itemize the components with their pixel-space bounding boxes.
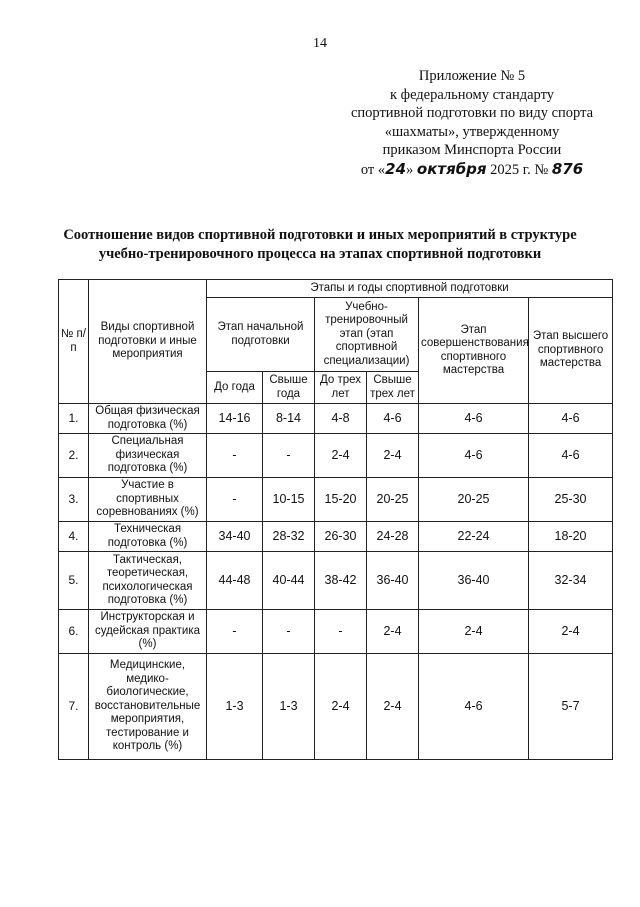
- appendix-line-1: Приложение № 5: [418, 68, 526, 84]
- row-value-cell: 5-7: [529, 654, 613, 760]
- row-value-cell: 32-34: [529, 552, 613, 610]
- row-value-cell: 4-6: [419, 434, 529, 478]
- row-number: 5.: [59, 552, 89, 610]
- row-value-cell: 4-6: [529, 404, 613, 434]
- row-value-cell: -: [263, 434, 315, 478]
- header-num: № п/п: [59, 280, 89, 404]
- row-value-cell: -: [315, 610, 367, 654]
- row-value-cell: 8-14: [263, 404, 315, 434]
- row-kind-name: Общая физическая подготовка (%): [89, 404, 207, 434]
- row-value-cell: 15-20: [315, 478, 367, 522]
- row-value-cell: -: [207, 610, 263, 654]
- row-value-cell: 40-44: [263, 552, 315, 610]
- row-value-cell: 4-6: [529, 434, 613, 478]
- table-row: [59, 654, 613, 760]
- title-line-1: Соотношение видов спортивной подготовки и иных мероприятий в структуре: [63, 227, 577, 243]
- row-number: 1.: [59, 404, 89, 434]
- row-value-cell: -: [207, 434, 263, 478]
- header-over-three: Свыше трех лет: [367, 372, 419, 404]
- appendix-header: [322, 67, 622, 179]
- row-value-cell: 2-4: [367, 610, 419, 654]
- row-value-cell: 26-30: [315, 522, 367, 552]
- row-value-cell: -: [263, 610, 315, 654]
- row-kind-name: Техническая подготовка (%): [89, 522, 207, 552]
- row-number: 6.: [59, 610, 89, 654]
- row-value-cell: 24-28: [367, 522, 419, 552]
- row-number: 7.: [59, 654, 89, 760]
- row-value-cell: 44-48: [207, 552, 263, 610]
- row-value-cell: 2-4: [367, 434, 419, 478]
- row-value-cell: 20-25: [367, 478, 419, 522]
- page-number: 14: [313, 36, 327, 51]
- row-value-cell: 20-25: [419, 478, 529, 522]
- order-date-line: [322, 160, 622, 180]
- header-stage-initial: Этап начальной подготовки: [207, 298, 315, 372]
- row-value-cell: 1-3: [207, 654, 263, 760]
- header-up-to-year: До года: [207, 372, 263, 404]
- table-row: [59, 610, 613, 654]
- training-ratio-table: [58, 279, 613, 760]
- row-value-cell: 4-6: [419, 654, 529, 760]
- date-mid: »: [406, 161, 417, 178]
- appendix-line-5: приказом Минспорта России: [382, 142, 562, 158]
- header-stage-highest: Этап высшего спортивного мастерства: [529, 298, 613, 404]
- row-value-cell: 38-42: [315, 552, 367, 610]
- row-value-cell: 36-40: [419, 552, 529, 610]
- handwritten-order-number: 876: [551, 159, 584, 178]
- header-stage-improvement: Этап совершенствования спортивного мастерства: [419, 298, 529, 404]
- row-value-cell: 18-20: [529, 522, 613, 552]
- row-kind-name: Специальная физическая подготовка (%): [89, 434, 207, 478]
- row-value-cell: 36-40: [367, 552, 419, 610]
- header-stage-training: Учебно-тренировочный этап (этап спортивной специализации): [315, 298, 419, 372]
- row-number: 3.: [59, 478, 89, 522]
- row-value-cell: 2-4: [529, 610, 613, 654]
- row-value-cell: 2-4: [315, 434, 367, 478]
- row-value-cell: 4-6: [367, 404, 419, 434]
- row-value-cell: 4-6: [419, 404, 529, 434]
- table-body: [59, 404, 613, 760]
- row-kind-name: Медицинские, медико-биологические, восстановительные мероприятия, тестирование и контроль (%): [89, 654, 207, 760]
- row-value-cell: 4-8: [315, 404, 367, 434]
- row-value-cell: 28-32: [263, 522, 315, 552]
- row-value-cell: 14-16: [207, 404, 263, 434]
- row-value-cell: 34-40: [207, 522, 263, 552]
- appendix-line-3: спортивной подготовки по виду спорта: [350, 105, 594, 121]
- row-number: 4.: [59, 522, 89, 552]
- header-kinds: Виды спортивной подготовки и иные мероприятия: [89, 280, 207, 404]
- row-kind-name: Участие в спортивных соревнованиях (%): [89, 478, 207, 522]
- header-over-year: Свыше года: [263, 372, 315, 404]
- row-value-cell: 10-15: [263, 478, 315, 522]
- row-value-cell: 2-4: [315, 654, 367, 760]
- table-row: [59, 404, 613, 434]
- row-kind-name: Инструкторская и судейская практика (%): [89, 610, 207, 654]
- row-kind-name: Тактическая, теоретическая, психологическая подготовка (%): [89, 552, 207, 610]
- table-row: [59, 478, 613, 522]
- table-row: [59, 434, 613, 478]
- appendix-line-4: «шахматы», утвержденному: [384, 123, 560, 140]
- row-value-cell: 1-3: [263, 654, 315, 760]
- row-value-cell: -: [207, 478, 263, 522]
- title-line-2: учебно-тренировочного процесса на этапах спортивной подготовки: [98, 245, 542, 262]
- header-stages: Этапы и годы спортивной подготовки: [207, 280, 613, 298]
- document-title: [20, 226, 620, 263]
- table-row: [59, 552, 613, 610]
- row-value-cell: 2-4: [367, 654, 419, 760]
- row-value-cell: 2-4: [419, 610, 529, 654]
- row-number: 2.: [59, 434, 89, 478]
- header-up-to-three: До трех лет: [315, 372, 367, 404]
- appendix-line-2: к федеральному стандарту: [390, 86, 554, 103]
- row-value-cell: 25-30: [529, 478, 613, 522]
- handwritten-day: 24: [385, 159, 407, 178]
- row-value-cell: 22-24: [419, 522, 529, 552]
- table-row: [59, 522, 613, 552]
- date-year: 2025 г. №: [486, 161, 552, 178]
- handwritten-month: октября: [416, 159, 487, 178]
- date-prefix: от «: [360, 161, 386, 178]
